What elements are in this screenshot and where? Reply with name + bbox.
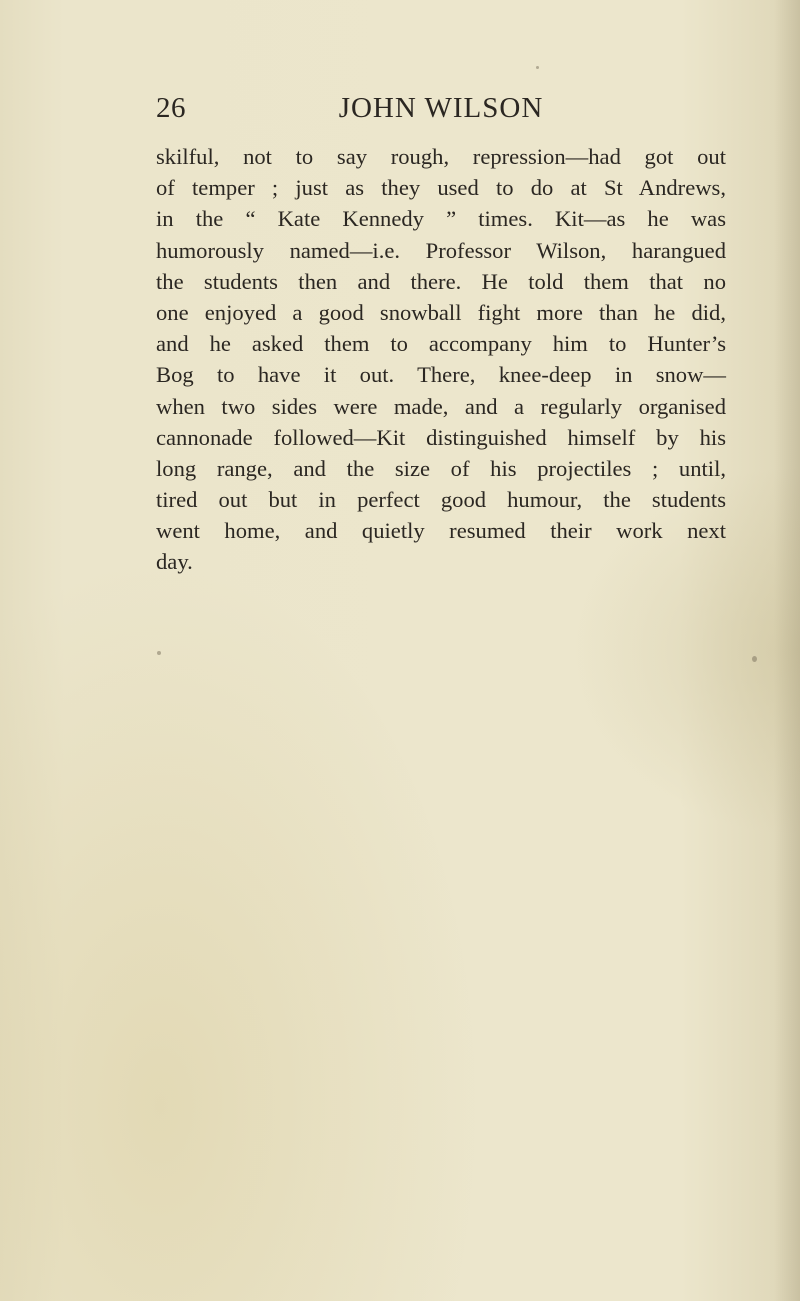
- body-paragraph: [156, 141, 726, 578]
- text-line: skilful, not to say rough, repression—had got out: [156, 144, 726, 169]
- running-title: JOHN WILSON: [338, 92, 544, 124]
- text-line: when two sides were made, and a regularly organised: [156, 393, 726, 419]
- running-head: [156, 92, 726, 128]
- text-line: in the “ Kate Kennedy ” times. Kit—as he was: [156, 206, 726, 232]
- text-line: day.: [156, 549, 193, 575]
- text-line: of temper ; just as they used to do at St Andrews,: [156, 175, 726, 201]
- text-line: long range, and the size of his projectiles ; until,: [156, 455, 726, 481]
- text-line: Bog to have it out. There, knee-deep in snow—: [156, 362, 726, 388]
- paper-speck: [157, 651, 161, 655]
- text-line: humorously named—i.e. Professor Wilson, harangued: [156, 237, 726, 263]
- text-line: tired out but in perfect good humour, the students: [156, 487, 726, 513]
- text-line: one enjoyed a good snowball fight more than he did,: [156, 299, 726, 325]
- text-line: went home, and quietly resumed their work next: [156, 518, 726, 544]
- text-line: and he asked them to accompany him to Hunter’s: [156, 331, 726, 357]
- page-number: 26: [156, 92, 186, 124]
- paper-speck: [536, 66, 539, 69]
- paper-speck: [752, 656, 757, 662]
- page-edge-shadow: [774, 0, 800, 1301]
- text-line: the students then and there. He told them that no: [156, 268, 726, 294]
- text-line: cannonade followed—Kit distinguished himself by his: [156, 424, 726, 450]
